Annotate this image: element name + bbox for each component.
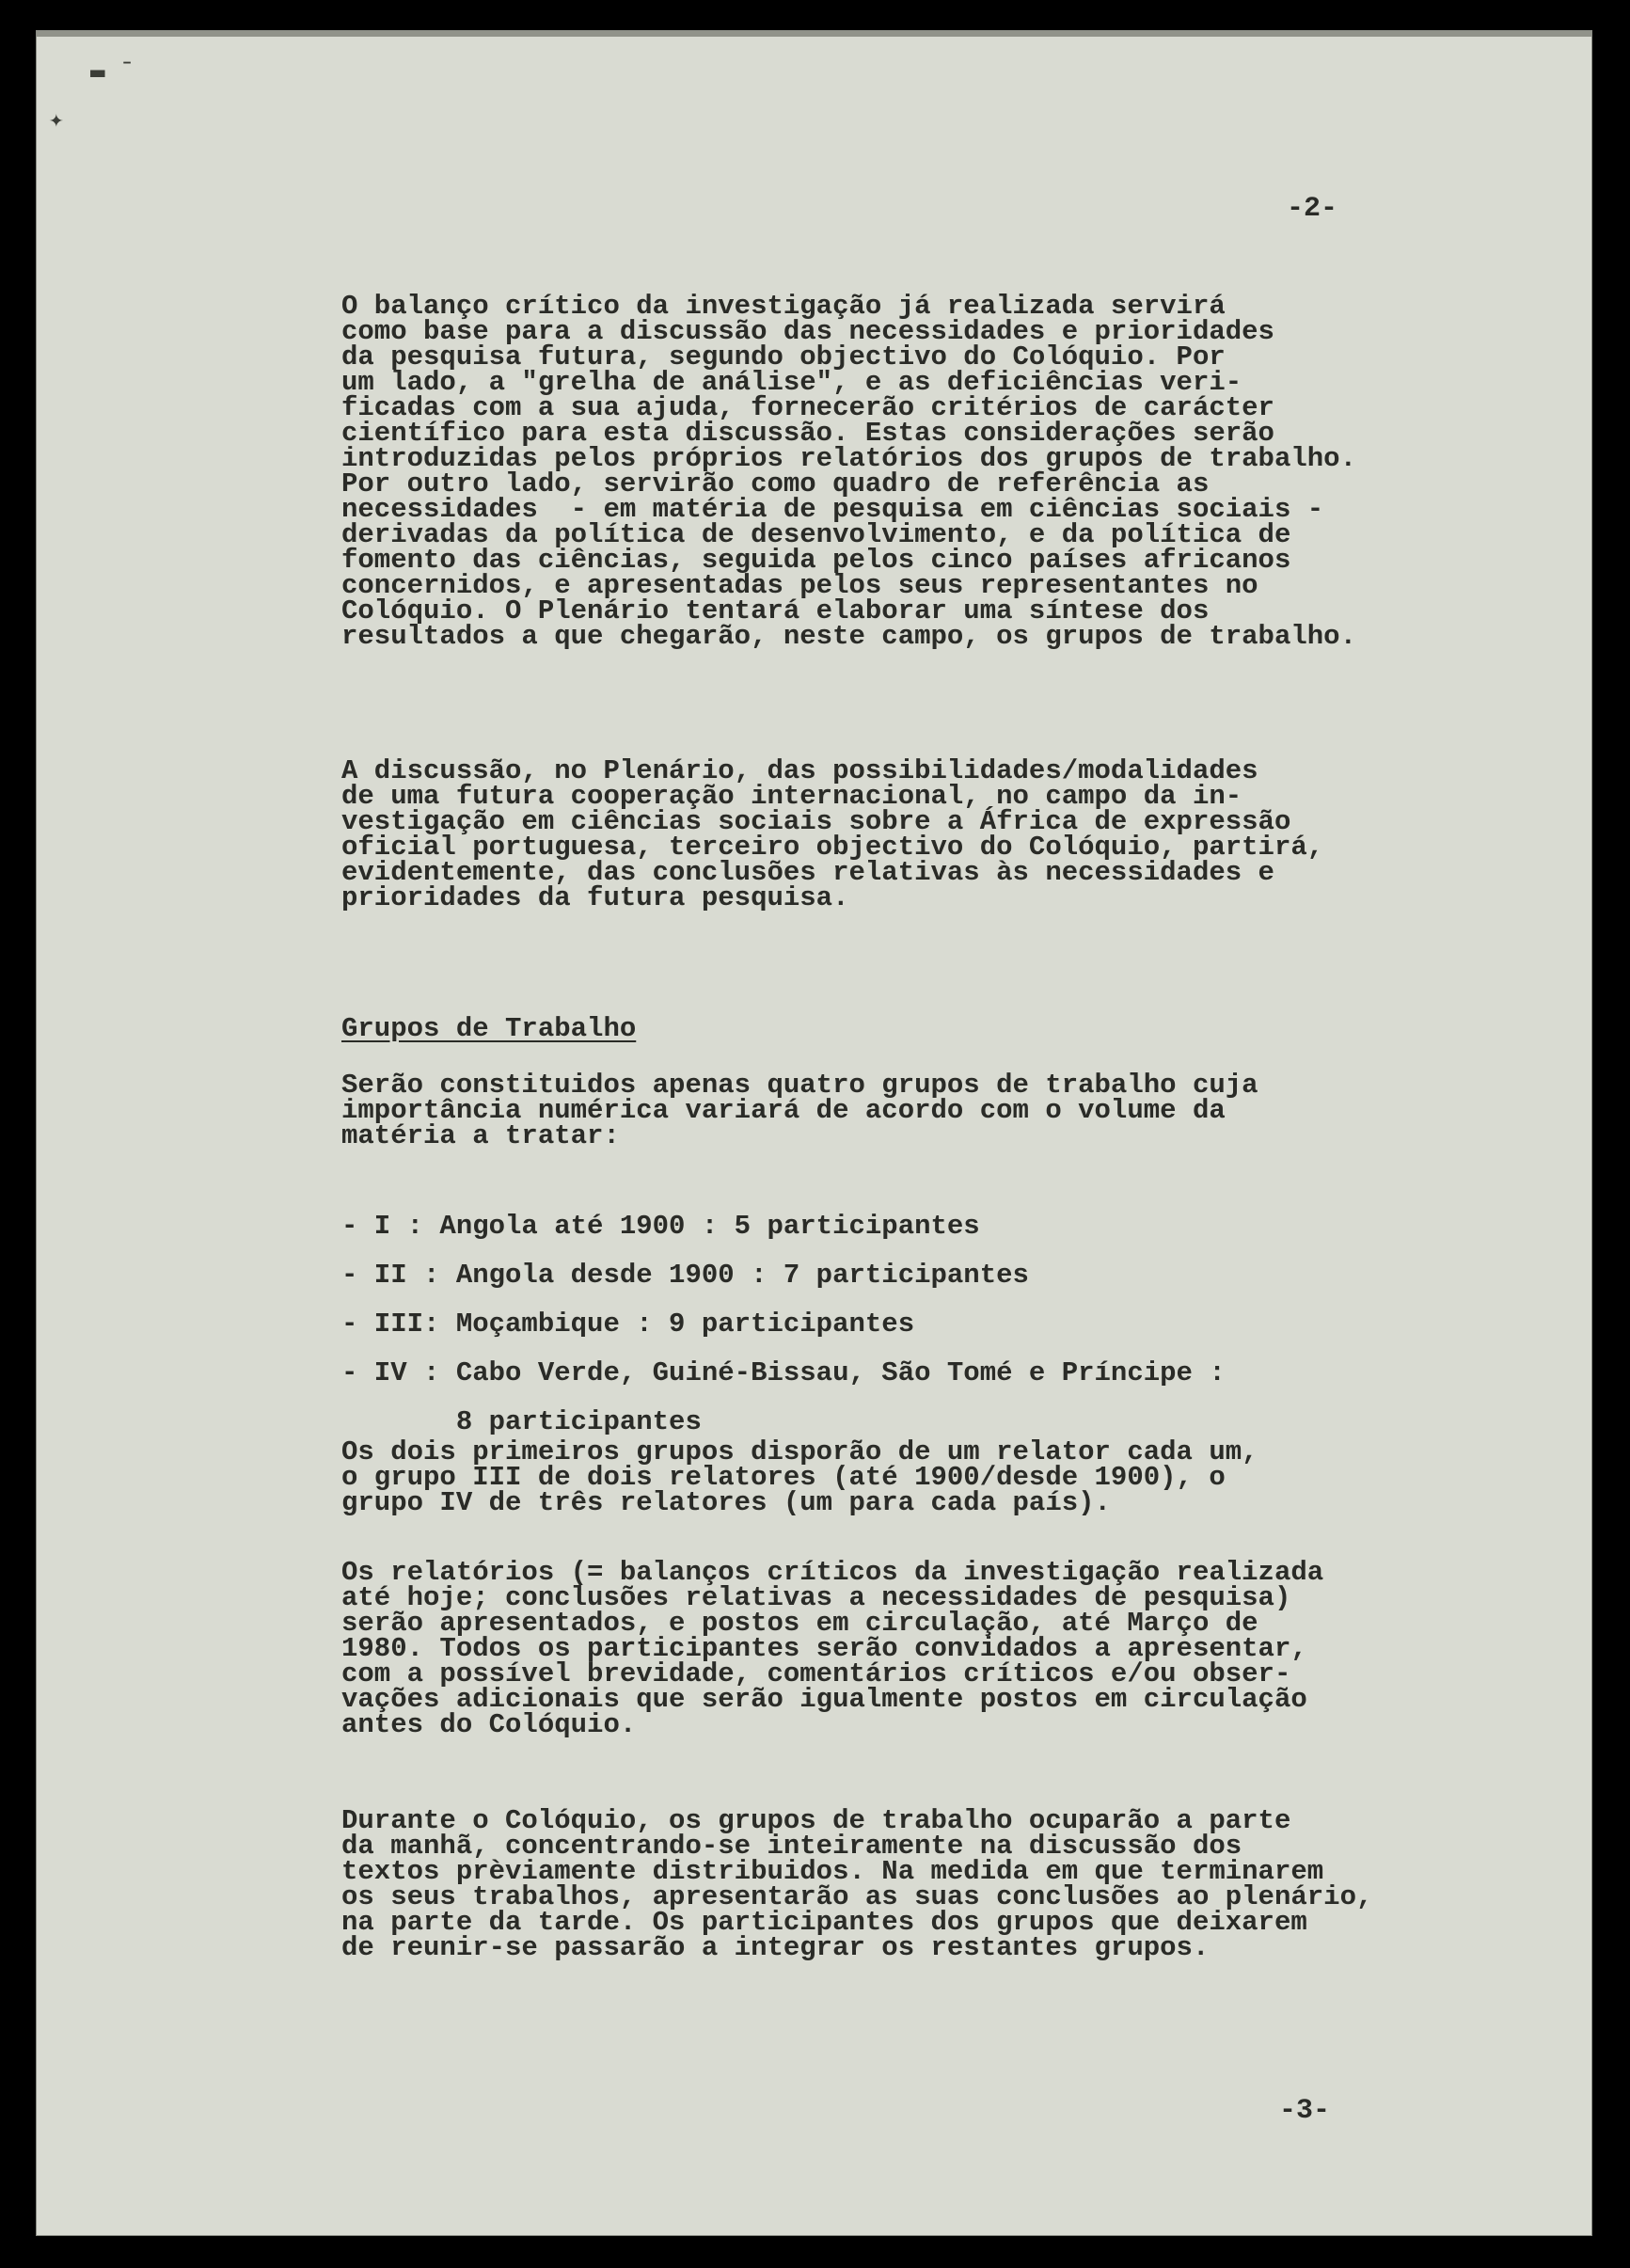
text-line: ficadas com a sua ajuda, fornecerão critérios de carácter <box>341 392 1274 423</box>
text-line: com a possível brevidade, comentários críticos e/ou obser- <box>341 1658 1291 1689</box>
text-line: evidentemente, das conclusões relativas às necessidades e <box>341 857 1274 888</box>
text-line: introduzidas pelos próprios relatórios dos grupos de trabalho. <box>341 443 1356 474</box>
text-line: concernidos, e apresentadas pelos seus representantes no <box>341 570 1258 601</box>
group-item: - II : Angola desde 1900 : 7 participantes <box>341 1260 1029 1291</box>
text-line: importância numérica variará de acordo com o volume da <box>341 1095 1226 1126</box>
text-line: o grupo III de dois relatores (até 1900/desde 1900), o <box>341 1462 1226 1493</box>
text-line: Serão constituidos apenas quatro grupos de trabalho cuja <box>341 1070 1258 1101</box>
paragraph <box>341 1557 1527 1740</box>
text-line: prioridades da futura pesquisa. <box>341 882 849 913</box>
text-line: oficial portuguesa, terceiro objectivo do Colóquio, partirá, <box>341 832 1324 863</box>
text-line: Colóquio. O Plenário tentará elaborar uma síntese dos <box>341 595 1210 626</box>
paragraph <box>341 291 1527 652</box>
text-line: científico para esta discussão. Estas considerações serão <box>341 418 1274 449</box>
margin-mark: ✦ <box>49 105 64 134</box>
text-line: de uma futura cooperação internacional, no campo da in- <box>341 781 1242 812</box>
text-line: vestigação em ciências sociais sobre a África de expressão <box>341 806 1291 837</box>
text-line: grupo IV de três relatores (um para cada país). <box>341 1487 1111 1518</box>
paragraph <box>341 1436 1527 1518</box>
text-line: como base para a discussão das necessidades e prioridades <box>341 316 1274 347</box>
text-line: 1980. Todos os participantes serão convidados a apresentar, <box>341 1633 1307 1664</box>
text-line: de reunir-se passarão a integrar os restantes grupos. <box>341 1932 1210 1963</box>
text-line: serão apresentados, e postos em circulação, até Março de <box>341 1608 1258 1639</box>
text-line: O balanço crítico da investigação já realizada servirá <box>341 291 1226 322</box>
group-item: 8 participantes <box>341 1406 702 1437</box>
text-line: matéria a tratar: <box>341 1120 620 1151</box>
text-line: Durante o Colóquio, os grupos de trabalho ocuparão a parte <box>341 1805 1291 1836</box>
text-line: na parte da tarde. Os participantes dos grupos que deixarem <box>341 1907 1307 1938</box>
text-line: vações adicionais que serão igualmente postos em circulação <box>341 1684 1307 1715</box>
text-line: fomento das ciências, seguida pelos cinco países africanos <box>341 545 1291 576</box>
page-number-bottom: -3- <box>1279 2095 1331 2127</box>
text-line: até hoje; conclusões relativas a necessidades de pesquisa) <box>341 1582 1291 1613</box>
text-line: necessidades - em matéria de pesquisa em ciências sociais - <box>341 494 1324 525</box>
text-line: os seus trabalhos, apresentarão as suas conclusões ao plenário, <box>341 1881 1373 1912</box>
group-item: - I : Angola até 1900 : 5 participantes <box>341 1211 980 1242</box>
text-line: da manhã, concentrando-se inteiramente na discussão dos <box>341 1831 1242 1862</box>
text-line: A discussão, no Plenário, das possibilidades/modalidades <box>341 755 1258 786</box>
section-heading: Grupos de Trabalho <box>341 1013 637 1044</box>
group-item: - IV : Cabo Verde, Guiné-Bissau, São Tomé e Príncipe : <box>341 1357 1226 1388</box>
page-top-edge <box>37 31 1591 37</box>
text-line: Por outro lado, servirão como quadro de referência as <box>341 468 1210 500</box>
paragraph <box>341 755 1527 913</box>
group-list <box>341 1202 1527 1447</box>
text-line: antes do Colóquio. <box>341 1709 637 1740</box>
margin-mark: ▬ ˉ <box>90 58 135 87</box>
text-line: um lado, a "grelha de análise", e as deficiências veri- <box>341 367 1242 398</box>
paragraph <box>341 1805 1527 1963</box>
page-number-top: -2- <box>1287 193 1338 225</box>
text-line: Os dois primeiros grupos disporão de um relator cada um, <box>341 1436 1258 1467</box>
text-line: resultados a que chegarão, neste campo, os grupos de trabalho. <box>341 621 1356 652</box>
paragraph <box>341 1072 1527 1149</box>
text-line: textos prèviamente distribuidos. Na medida em que terminarem <box>341 1856 1324 1887</box>
group-item: - III: Moçambique : 9 participantes <box>341 1308 915 1340</box>
text-line: da pesquisa futura, segundo objectivo do Colóquio. Por <box>341 341 1226 373</box>
text-line: derivadas da política de desenvolvimento, e da política de <box>341 519 1291 550</box>
text-line: Os relatórios (= balanços críticos da investigação realizada <box>341 1557 1324 1588</box>
